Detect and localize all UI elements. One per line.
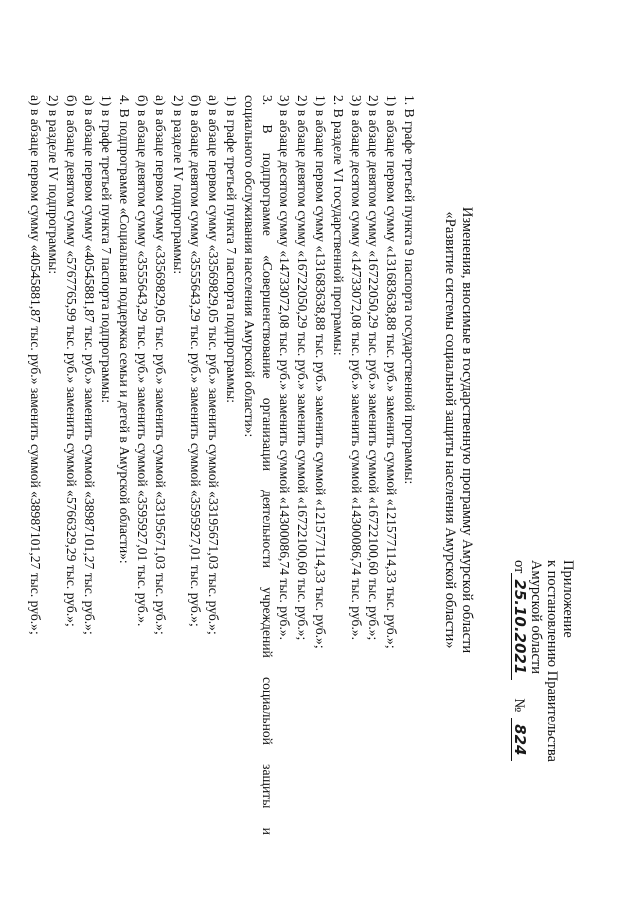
word: защиты bbox=[259, 764, 275, 809]
paragraph-line: а) в абзаце первом сумму «33569829,05 тыс. руб.» заменить суммой «33195671,03 тыс. руб.»; bbox=[152, 95, 168, 635]
word: деятельности bbox=[259, 490, 275, 568]
document-body bbox=[26, 95, 418, 835]
paragraph-line: 1) в графе третьей пункта 7 паспорта подпрограммы: bbox=[224, 95, 240, 404]
paragraph-line: 1) в графе третьей пункта 7 паспорта подпрограммы: bbox=[99, 95, 115, 404]
title-line-1: Изменения, вносимые в государственную программу Амурской области bbox=[459, 206, 475, 654]
paragraph-line: б) в абзаце девятом сумму «5767765,99 тыс. руб.» заменить суммой «5766329,29 тыс. руб.»; bbox=[63, 95, 79, 627]
word: «Совершенствование bbox=[259, 255, 275, 379]
paragraph-line: б) в абзаце девятом сумму «3555643,29 тыс. руб.» заменить суммой «3595927,01 тыс. руб.»; bbox=[188, 95, 204, 627]
paragraph-line: 2. В разделе VI государственной программы: bbox=[330, 95, 346, 356]
word: подпрограмме bbox=[259, 152, 275, 236]
paragraph-line: 1) в абзаце первом сумму «131683638,88 тыс. руб.» заменить суммой «121577114,33 тыс. руб.»; bbox=[313, 95, 329, 649]
word: организации bbox=[259, 397, 275, 471]
justified-paragraph-line bbox=[258, 95, 276, 835]
paragraph-line: 2) в разделе IV подпрограммы: bbox=[170, 95, 186, 275]
paragraph-line: 3) в абзаце десятом сумму «14733072,08 тыс. руб.» заменить суммой «14300086,74 тыс. руб.». bbox=[348, 95, 364, 641]
handwritten-number: 824 bbox=[511, 718, 528, 761]
appendix-header bbox=[511, 560, 576, 840]
document-title bbox=[441, 150, 475, 710]
paragraph-line: 2) в абзаце девятом сумму «16722050,29 тыс. руб.» заменить суммой «16722100,60 тыс. руб.»; bbox=[366, 95, 382, 641]
appendix-line-1: к постановлению Правительства bbox=[544, 560, 560, 762]
paragraph-line: 4. В подпрограмме «Социальная поддержка семьи и детей в Амурской области»: bbox=[117, 95, 133, 564]
paragraph-line: 1) в абзаце первом сумму «131683638,88 тыс. руб.» заменить суммой «121577114,33 тыс. руб.»; bbox=[384, 95, 400, 649]
word: В bbox=[259, 124, 275, 134]
word: и bbox=[259, 827, 275, 835]
word: 3. bbox=[259, 95, 275, 106]
appendix-line-2: Амурской области bbox=[528, 560, 544, 674]
paragraph-line: 3) в абзаце десятом сумму «14733072,08 тыс. руб.» заменить суммой «14300086,74 тыс. руб.». bbox=[277, 95, 293, 641]
handwritten-date: 25.10.2021 bbox=[511, 573, 528, 680]
paragraph-line: 2) в разделе IV подпрограммы: bbox=[46, 95, 62, 275]
date-prefix: от bbox=[511, 560, 527, 574]
paragraph-line: б) в абзаце девятом сумму «3555643,29 тыс. руб.» заменить суммой «3595927,01 тыс. руб.». bbox=[135, 95, 151, 627]
appendix-date-line bbox=[511, 560, 528, 840]
title-line-2: «Развитие системы социальной защиты населения Амурской области» bbox=[442, 211, 458, 649]
appendix-label: Приложение bbox=[560, 560, 576, 638]
paragraph-line: а) в абзаце первом сумму «33569829,05 тыс. руб.» заменить суммой «33195671,03 тыс. руб.»; bbox=[206, 95, 222, 635]
paragraph-line: социального обслуживания населения Амурской области»: bbox=[241, 95, 257, 438]
number-sign: № bbox=[511, 698, 527, 713]
paragraph-line: а) в абзаце первом сумму «40545881,87 тыс. руб.» заменить суммой «38987101,27 тыс. руб.»; bbox=[28, 95, 44, 635]
paragraph-line: 2) в абзаце девятом сумму «16722050,29 тыс. руб.» заменить суммой «16722100,60 тыс. руб.»; bbox=[295, 95, 311, 641]
word: социальной bbox=[259, 677, 275, 745]
paragraph-line: а) в абзаце первом сумму «40545881,87 тыс. руб.» заменить суммой «38987101,27 тыс. руб.»; bbox=[81, 95, 97, 635]
word: учреждений bbox=[259, 587, 275, 658]
paragraph-line: 1. В графе третьей пункта 9 паспорта государственной программы: bbox=[402, 95, 417, 485]
